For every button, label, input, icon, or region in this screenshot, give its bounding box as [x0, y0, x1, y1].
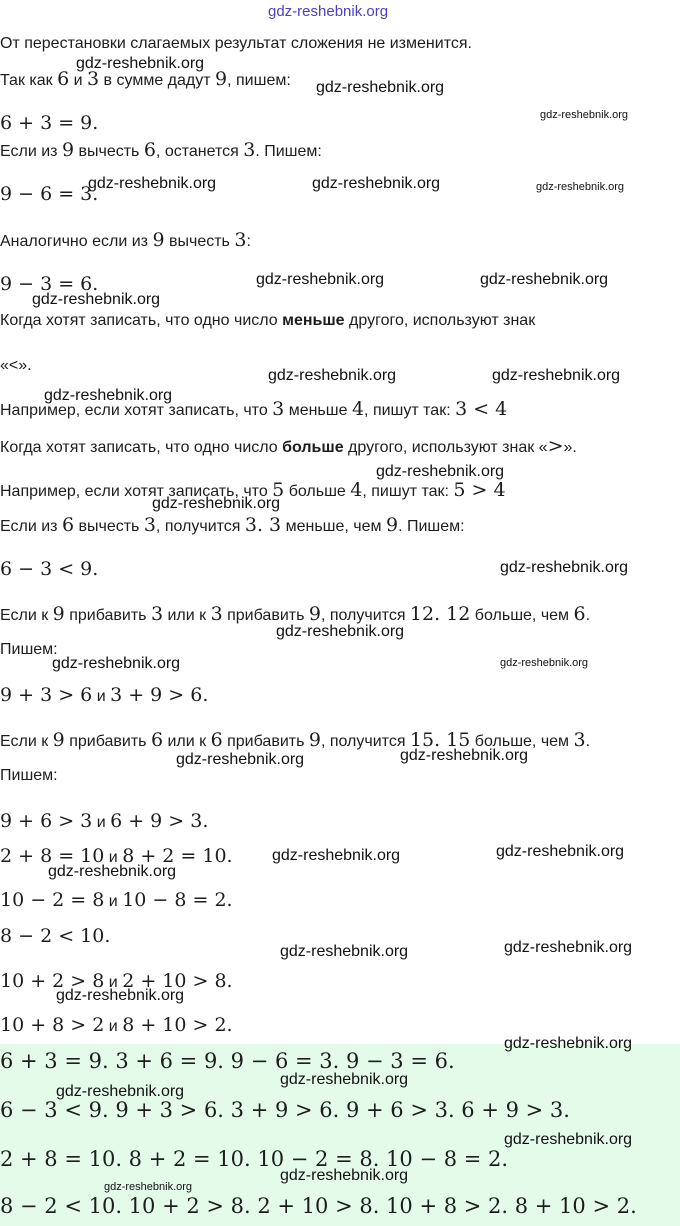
equation-line: 10 + 8 > 2 и 8 + 10 > 2.: [0, 1014, 233, 1036]
watermark: gdz-reshebnik.org: [400, 747, 529, 764]
watermark: gdz-reshebnik.org: [316, 79, 445, 96]
text-line: Так как 6 и 3 в сумме дадут 9, пишем:: [0, 68, 291, 90]
summary-line: 2 + 8 = 10. 8 + 2 = 10. 10 − 2 = 8. 10 − 8 = 2.: [0, 1147, 509, 1171]
text-line: Если к 9 прибавить 3 или к 3 прибавить 9, получится 12. 12 больше, чем 6.: [0, 603, 591, 625]
text-line: Пишем:: [0, 641, 58, 658]
equation-line: 2 + 8 = 10 и 8 + 2 = 10.: [0, 845, 233, 867]
watermark: gdz-reshebnik.org: [536, 181, 625, 193]
watermark: gdz-reshebnik.org: [104, 1181, 193, 1193]
watermark: gdz-reshebnik.org: [56, 1083, 185, 1100]
watermark: gdz-reshebnik.org: [176, 751, 305, 768]
text-line: Пишем:: [0, 767, 58, 784]
text-line: От перестановки слагаемых результат сложения не изменится.: [0, 35, 472, 52]
summary-line: 6 + 3 = 9. 3 + 6 = 9. 9 − 6 = 3. 9 − 3 = 6.: [0, 1049, 455, 1073]
watermark: gdz-reshebnik.org: [500, 559, 629, 576]
watermark: gdz-reshebnik.org: [256, 271, 385, 288]
watermark: gdz-reshebnik.org: [496, 843, 625, 860]
watermark: gdz-reshebnik.org: [504, 939, 633, 956]
watermark: gdz-reshebnik.org: [48, 863, 177, 880]
text-line: Если из 9 вычесть 6, останется 3. Пишем:: [0, 139, 322, 161]
equation-line: 9 + 6 > 3 и 6 + 9 > 3.: [0, 810, 209, 832]
text-line: Аналогично если из 9 вычесть 3:: [0, 229, 251, 251]
watermark: gdz-reshebnik.org: [56, 987, 185, 1004]
watermark: gdz-reshebnik.org: [268, 367, 397, 384]
watermark: gdz-reshebnik.org: [32, 291, 161, 308]
text-line: Если к 9 прибавить 6 или к 6 прибавить 9, получится 15. 15 больше, чем 3.: [0, 729, 591, 751]
watermark: gdz-reshebnik.org: [376, 463, 505, 480]
watermark: gdz-reshebnik.org: [280, 1167, 409, 1184]
watermark: gdz-reshebnik.org: [480, 271, 609, 288]
watermark-header[interactable]: gdz-reshebnik.org: [268, 3, 389, 20]
watermark: gdz-reshebnik.org: [152, 495, 281, 512]
summary-line: 8 − 2 < 10. 10 + 2 > 8. 2 + 10 > 8. 10 + 8 > 2. 8 + 10 > 2.: [0, 1194, 637, 1218]
watermark: gdz-reshebnik.org: [492, 367, 621, 384]
watermark: gdz-reshebnik.org: [44, 387, 173, 404]
equation-line: 9 − 6 = 3.: [0, 183, 99, 205]
equation-line: 10 + 2 > 8 и 2 + 10 > 8.: [0, 970, 233, 992]
text-line: Когда хотят записать, что одно число больше другого, используют знак «>».: [0, 435, 577, 457]
watermark: gdz-reshebnik.org: [88, 175, 217, 192]
summary-line: 6 − 3 < 9. 9 + 3 > 6. 3 + 9 > 6. 9 + 6 > 3. 6 + 9 > 3.: [0, 1098, 570, 1122]
equation-line: 9 − 3 = 6.: [0, 273, 99, 295]
equation-line: 10 − 2 = 8 и 10 − 8 = 2.: [0, 889, 233, 911]
text-line: Когда хотят записать, что одно число меньше другого, используют знак: [0, 312, 536, 329]
watermark: gdz-reshebnik.org: [500, 657, 589, 669]
watermark: gdz-reshebnik.org: [276, 623, 405, 640]
text-line: Если из 6 вычесть 3, получится 3. 3 меньше, чем 9. Пишем:: [0, 514, 465, 536]
watermark: gdz-reshebnik.org: [540, 109, 629, 121]
equation-line: 8 − 2 < 10.: [0, 925, 111, 947]
text-line: Например, если хотят записать, что 3 меньше 4, пишут так: 3 < 4: [0, 398, 508, 420]
watermark: gdz-reshebnik.org: [312, 175, 441, 192]
equation-line: 6 + 3 = 9.: [0, 112, 99, 134]
watermark: gdz-reshebnik.org: [52, 655, 181, 672]
watermark: gdz-reshebnik.org: [504, 1035, 633, 1052]
equation-line: 6 − 3 < 9.: [0, 558, 99, 580]
watermark: gdz-reshebnik.org: [504, 1131, 633, 1148]
watermark: gdz-reshebnik.org: [76, 55, 205, 72]
watermark: gdz-reshebnik.org: [280, 943, 409, 960]
equation-line: 9 + 3 > 6 и 3 + 9 > 6.: [0, 684, 209, 706]
watermark: gdz-reshebnik.org: [280, 1071, 409, 1088]
watermark: gdz-reshebnik.org: [272, 847, 401, 864]
text-line: «<».: [0, 357, 32, 374]
text-line: Например, если хотят записать, что 5 больше 4, пишут так: 5 > 4: [0, 479, 506, 501]
